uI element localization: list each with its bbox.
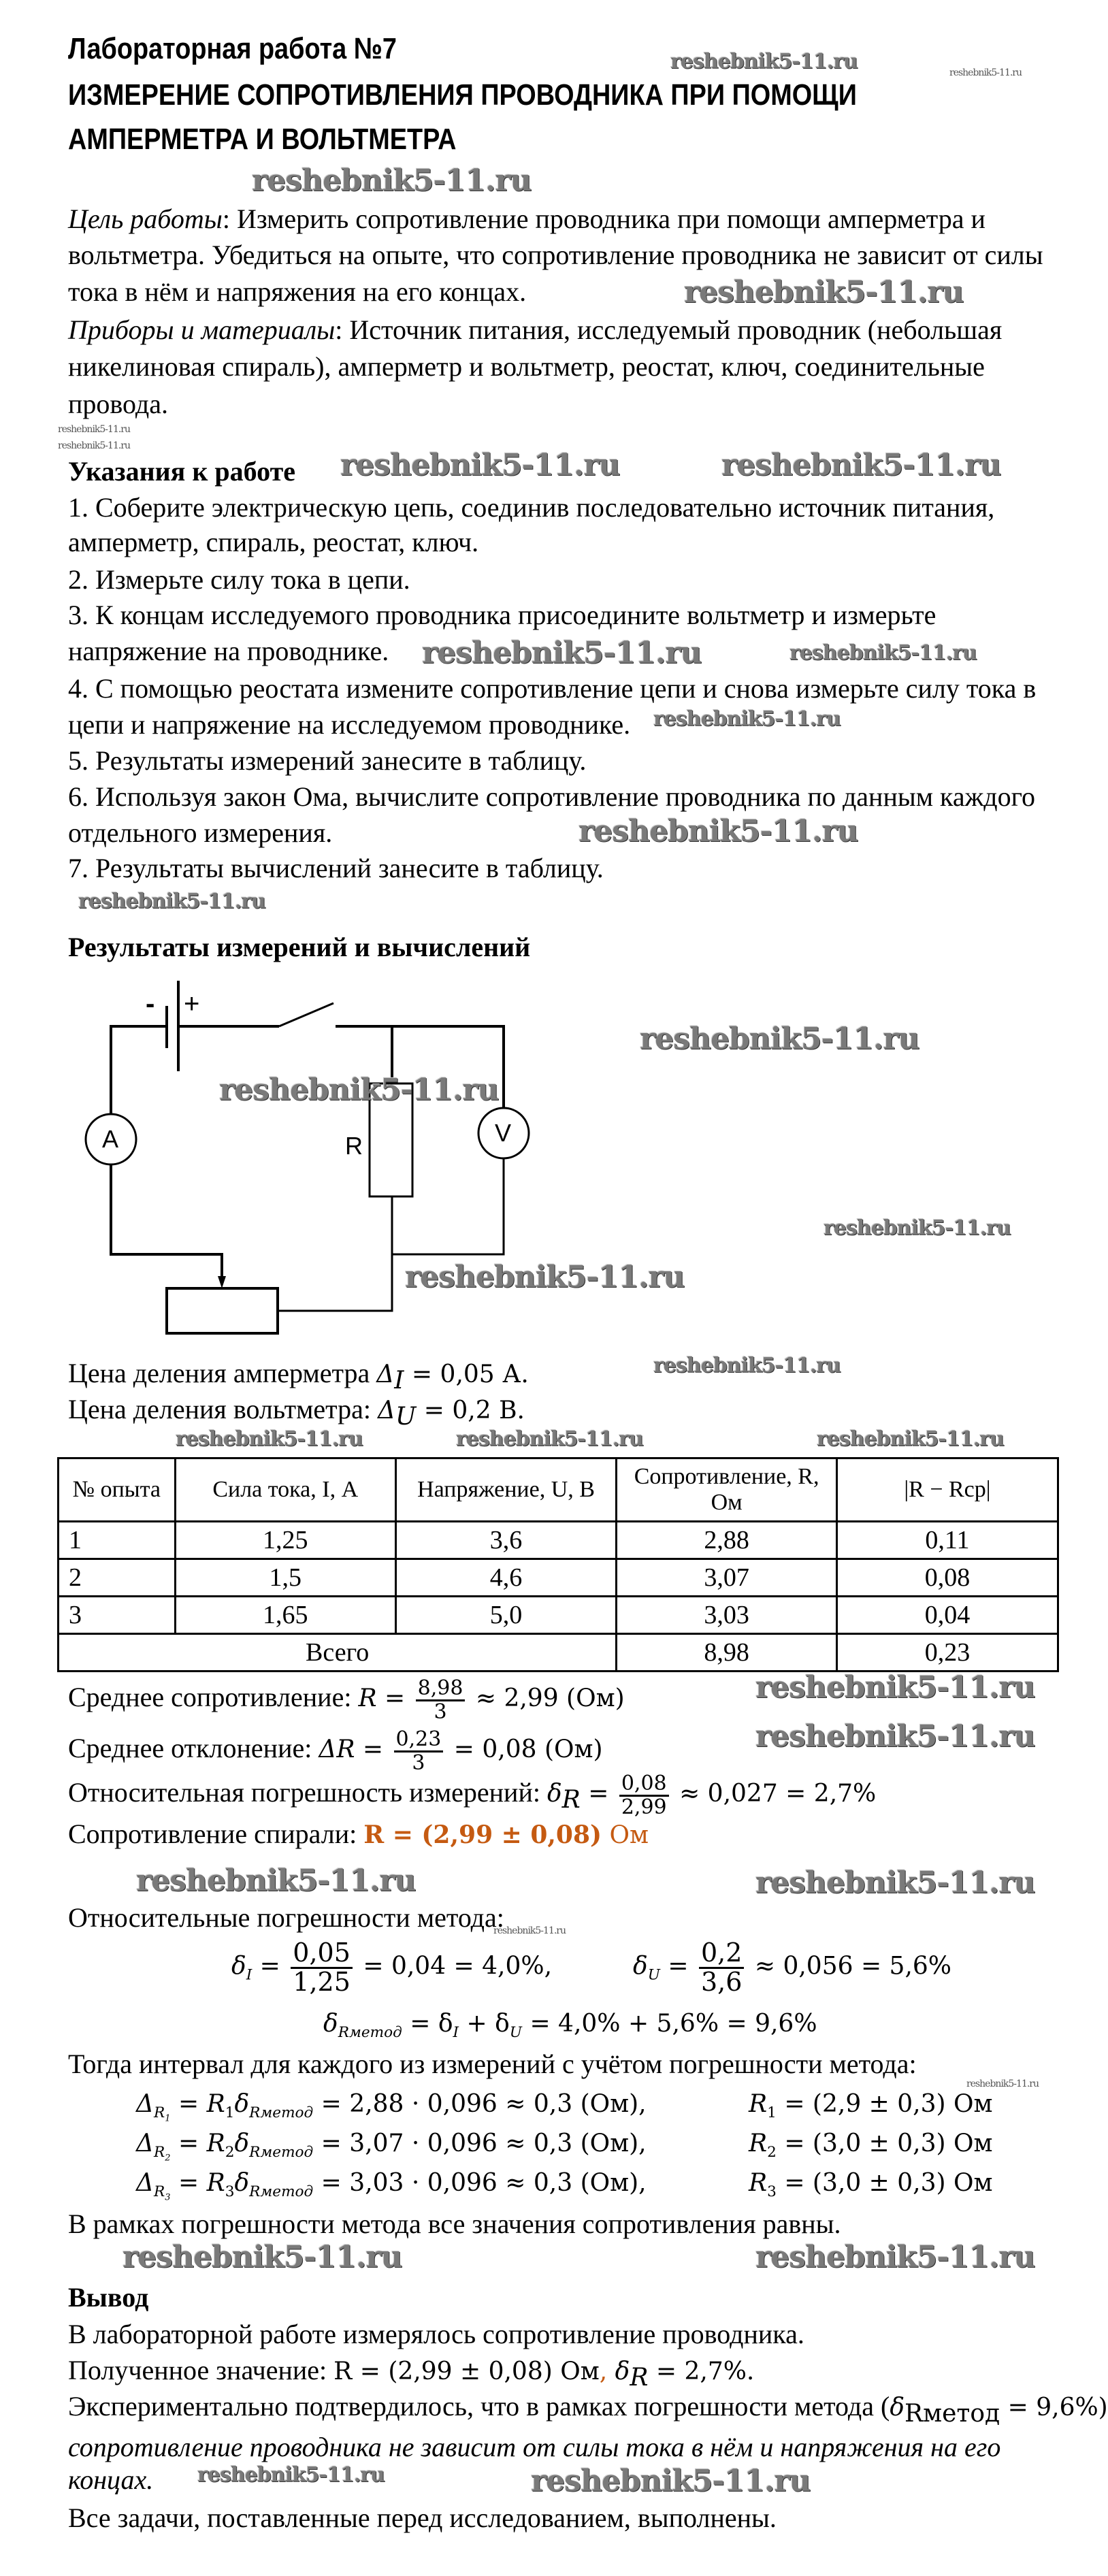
col-header: Сила тока, I, А [175,1458,395,1522]
cell: 0,08 [836,1559,1058,1597]
cell: 2,88 [617,1522,837,1559]
voltmeter-label: V [495,1119,512,1147]
goal-text: : Измерить сопротивление проводника при помощи амперметра и [222,203,985,234]
spiral-resistance: Сопротивление спирали: R = (2,99 ± 0,08) Ом [68,1819,649,1849]
cell: 2 [59,1559,176,1597]
avg-resistance: Среднее сопротивление: R = $\frac{8,98}{3}$ ≈ 2,99 (Ом) [68,1676,625,1724]
voltmeter-scale: Цена деления вольтметра: $\Delta_U = 0,2$ В. [68,1394,525,1431]
watermark: reshebnik5-11.ru [219,1073,499,1107]
method-errors-heading: Относительные погрешности метода: [68,1902,504,1933]
battery-minus: - [146,989,155,1019]
wire [392,1158,504,1254]
watermark: reshebnik5-11.ru [653,1354,841,1377]
instruction-line: 4. С помощью реостата измените сопротивление цепи и снова измерьте силу тока в [68,673,1037,704]
materials-line: провода. [68,389,168,419]
watermark: reshebnik5-11.ru [684,275,964,310]
watermark: reshebnik5-11.ru [824,1216,1011,1240]
materials-line [68,316,1002,344]
goal-line: вольтметра. Убедиться на опыте, что сопротивление проводника не зависит от силы [68,240,1043,270]
cell: 0,11 [836,1522,1058,1559]
materials-label: Приборы и материалы [68,314,336,345]
wire [111,1164,222,1279]
conclusion-line: сопротивление проводника не зависит от силы тока в нём и напряжения на его [68,2432,1001,2462]
switch-blade [279,1003,333,1026]
cell: 1,5 [175,1559,395,1597]
instruction-line: 1. Соберите электрическую цепь, соединив последовательно источник питания, [68,492,995,523]
col-header: |R − Rср| [836,1458,1058,1522]
materials-line: никелиновая спираль), амперметр и вольтметр, реостат, ключ, соединительные [68,351,985,382]
delta-method-formula: $\delta_{Rметод} = \delta_I + \delta_U = 4,0\% + 5,6\% = 9,6\%$ [323,2010,817,2042]
conclusion-line: концах. [68,2464,154,2495]
watermark: reshebnik5-11.ru [789,641,977,665]
goal-line [68,203,985,234]
watermark: reshebnik5-11.ru [755,2240,1035,2275]
watermark: reshebnik5-11.ru [58,424,131,435]
watermark: reshebnik5-11.ru [123,2240,402,2275]
instruction-line: 7. Результаты вычислений занесите в таблицу. [68,853,604,883]
cell: 0,04 [836,1597,1058,1634]
table-row [59,1597,1058,1634]
delta-u-formula: $\delta_U$ = $\frac{0,2}{3,6}$ ≈ 0,056 = 5,6% [633,1938,952,1997]
interval-row: $\Delta_{R_1} = R_1\delta_{Rметод} = 2,88 \cdot 0,096 \approx 0,3$ (Ом), [136,2090,647,2124]
total-r: 8,98 [617,1634,837,1672]
conclusion-heading: Вывод [68,2282,149,2313]
watermark: reshebnik5-11.ru [422,636,702,670]
watermark: reshebnik5-11.ru [949,67,1022,78]
watermark: reshebnik5-11.ru [78,890,265,913]
rheostat [167,1288,278,1333]
watermark: reshebnik5-11.ru [197,2463,385,2487]
results-table [57,1457,1059,1672]
results-heading: Результаты измерений и вычислений [68,932,531,962]
resistor-label: R [345,1132,363,1160]
interval-result: $R_1 = (2,9 \pm 0,3)$ Ом [749,2090,993,2122]
watermark: reshebnik5-11.ru [721,448,1001,483]
watermark: reshebnik5-11.ru [755,1670,1035,1705]
instruction-line: отдельного измерения. [68,817,333,848]
total-label: Всего [59,1634,617,1672]
interval-row: $\Delta_{R_2} = R_2\delta_{Rметод} = 3,07 \cdot 0,096 \approx 0,3$ (Ом), [136,2130,647,2164]
goal-line: тока в нём и напряжения на его концах. [68,276,527,307]
materials-text: : Источник питания, исследуемый проводник (небольшая [335,314,1003,345]
watermark: reshebnik5-11.ru [252,163,532,198]
wire [111,1026,167,1114]
goal-label: Цель работы [68,203,223,234]
watermark: reshebnik5-11.ru [405,1260,685,1294]
lab-subtitle-line2: АМПЕРМЕТРА И ВОЛЬТМЕТРА [68,123,457,156]
watermark: reshebnik5-11.ru [817,1427,1004,1451]
table-header-row [59,1458,1058,1522]
battery-plus: + [184,989,200,1019]
cell: 1 [59,1522,176,1559]
col-header: Напряжение, U, В [395,1458,617,1522]
table-row [59,1522,1058,1559]
cell: 5,0 [395,1597,617,1634]
instruction-line: 5. Результаты измерений занесите в таблицу. [68,745,587,776]
lab-title: Лабораторная работа №7 [68,32,397,65]
instructions-heading: Указания к работе [68,456,295,487]
conclusion-line: В лабораторной работе измерялось сопротивление проводника. [68,2319,804,2349]
cell: 1,25 [175,1522,395,1559]
ammeter-label: A [102,1125,119,1153]
conclusion-line: Все задачи, поставленные перед исследованием, выполнены. [68,2502,777,2533]
watermark: reshebnik5-11.ru [653,707,841,731]
conclusion-line: Экспериментально подтвердилось, что в рамках погрешности метода $(\delta_{Rметод} = 9,6\%)$ [68,2391,1108,2428]
watermark: reshebnik5-11.ru [493,1925,566,1936]
relative-error: Относительная погрешность измерений: $\delta_R$ = $\frac{0,08}{2,99}$ ≈ 0,027 = 2,7% [68,1772,877,1819]
watermark: reshebnik5-11.ru [579,814,858,849]
interval-result: $R_2 = (3,0 \pm 0,3)$ Ом [749,2130,993,2162]
cell: 1,65 [175,1597,395,1634]
lab-subtitle-line1: ИЗМЕРЕНИЕ СОПРОТИВЛЕНИЯ ПРОВОДНИКА ПРИ ПОМОЩИ [68,78,857,112]
cell: 4,6 [395,1559,617,1597]
watermark: reshebnik5-11.ru [755,1719,1035,1754]
watermark: reshebnik5-11.ru [176,1427,363,1451]
watermark: reshebnik5-11.ru [456,1427,643,1451]
watermark: reshebnik5-11.ru [531,2464,811,2498]
instruction-line: напряжение на проводнике. [68,636,389,666]
interval-row: $\Delta_{R_3} = R_3\delta_{Rметод} = 3,03 \cdot 0,096 \approx 0,3$ (Ом), [136,2169,647,2203]
conclusion-line: Полученное значение: R = (2,99 ± 0,08) Ом, $\delta_R = 2,7\%$. [68,2355,755,2392]
cell: 3,07 [617,1559,837,1597]
watermark: reshebnik5-11.ru [966,2078,1039,2089]
cell: 3 [59,1597,176,1634]
instruction-line: 6. Используя закон Ома, вычислите сопротивление проводника по данным каждого [68,781,1036,812]
total-dev: 0,23 [836,1634,1058,1672]
watermark: reshebnik5-11.ru [340,448,620,483]
interval-result: $R_3 = (3,0 \pm 0,3)$ Ом [749,2169,993,2201]
delta-i-formula: $\delta_I$ = $\frac{0,05}{1,25}$ = 0,04 = 4,0%, [231,1938,553,1997]
table-total-row [59,1634,1058,1672]
col-header: № опыта [59,1458,176,1522]
instruction-line: 3. К концам исследуемого проводника присоедините вольтметр и измерьте [68,600,936,630]
interval-text: Тогда интервал для каждого из измерений с учётом погрешности метода: [68,2049,917,2079]
equal-values-text: В рамках погрешности метода все значения сопротивления равны. [68,2208,841,2239]
cell: 3,03 [617,1597,837,1634]
ammeter-scale: Цена деления амперметра $\Delta_I = 0,05$ А. [68,1358,529,1395]
watermark: reshebnik5-11.ru [640,1022,919,1056]
watermark: reshebnik5-11.ru [136,1863,416,1898]
rheostat-slider-arrow [218,1276,226,1288]
spiral-result: R = (2,99 ± 0,08) [363,1821,602,1849]
wire [278,1196,392,1311]
instruction-line: цепи и напряжение на исследуемом проводнике. [68,709,631,740]
watermark: reshebnik5-11.ru [58,440,131,451]
watermark: reshebnik5-11.ru [755,1865,1035,1900]
instruction-line: 2. Измерьте силу тока в цепи. [68,564,410,595]
avg-deviation: Среднее отклонение: ΔR = $\frac{0,23}{3}$ = 0,08 (Ом) [68,1727,603,1775]
table-row [59,1559,1058,1597]
cell: 3,6 [395,1522,617,1559]
instruction-line: амперметр, спираль, реостат, ключ. [68,527,479,557]
watermark: reshebnik5-11.ru [670,50,858,74]
col-header: Сопротивление, R, Ом [617,1458,837,1522]
